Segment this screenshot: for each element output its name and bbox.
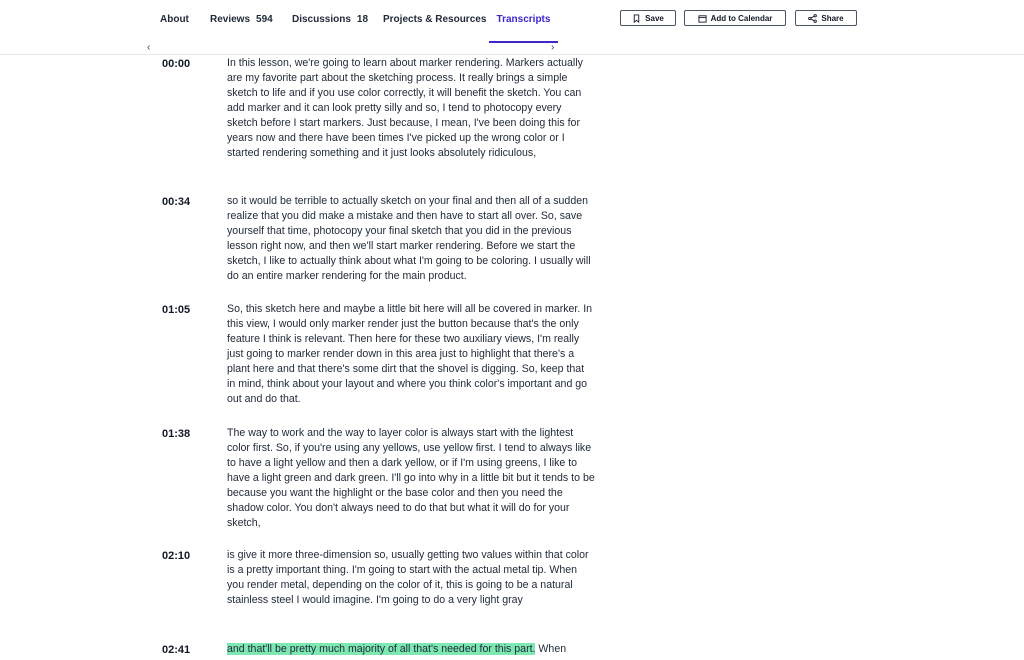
calendar-icon (698, 14, 707, 23)
tab-label: Discussions (292, 14, 351, 25)
timestamp[interactable]: 01:38 (162, 428, 191, 440)
bookmark-icon (632, 14, 641, 23)
transcript-text-rest: When (535, 643, 567, 655)
save-button[interactable] (620, 10, 676, 26)
tab-label: About (160, 14, 189, 25)
tab-label: Projects & Resources (383, 14, 487, 25)
timestamp[interactable]: 00:34 (162, 196, 191, 208)
course-tab-bar (0, 0, 1024, 55)
tab-label: Transcripts (496, 14, 551, 25)
share-label: Share (821, 13, 844, 23)
share-button[interactable] (795, 10, 857, 26)
transcript-text: is give it more three-dimension so, usually getting two values within that color is a pretty important thing. I'm going to start with the actual metal tip. When you render metal, depending on the color of it, this is going to be a natural stainless steel I would imagine. I'm going to do a very light gray (227, 549, 589, 606)
calendar-label: Add to Calendar (710, 13, 773, 23)
save-label: Save (645, 13, 664, 23)
transcript-text (227, 642, 595, 657)
tabs-scroll-right-icon[interactable]: › (551, 42, 555, 53)
share-icon (808, 14, 817, 23)
tabs-scroll-left-icon[interactable]: ‹ (147, 42, 151, 53)
tab-transcripts[interactable] (489, 0, 558, 43)
timestamp[interactable]: 02:41 (162, 644, 191, 656)
tab-count: 594 (256, 14, 273, 25)
transcript-text: So, this sketch here and maybe a little bit here will all be covered in marker. In this view, I would only marker render just the button because that's the only feature I think is relevant. Then here for these two auxiliary views, I'm really just going to marker render down in this area just to highlight that there's a plant here and that there's some dirt that the shovel is digging. So, keep that in mind, think about your layout and where you think color's important and go out and do that. (227, 303, 593, 405)
add-to-calendar-button[interactable] (684, 10, 786, 26)
tab-projects-resources[interactable] (383, 0, 486, 43)
timestamp[interactable]: 01:05 (162, 304, 191, 316)
tab-about[interactable] (160, 0, 189, 43)
timestamp[interactable]: 02:10 (162, 550, 191, 562)
transcript-text: so it would be terrible to actually sketch on your final and then all of a sudden realize that you did make a mistake and then have to start all over. So, save yourself that time, photocopy your final sketch that you did in the previous lesson right now, and then we'll start marker rendering. Before we start the sketch, I like to actually think about what I'm going to be coloring. I usually will do an entire marker rendering for the main product. (227, 195, 591, 282)
transcript-text: In this lesson, we're going to learn about marker rendering. Markers actually are my favorite part about the sketching process. It really brings a simple sketch to life and if you use color correctly, it will benefit the sketch. You can add marker and it can look pretty silly and so, I tend to photocopy every sketch before I start markers. Just because, I mean, I've been doing this for years now and there have been times I've picked up the wrong color or I started rendering something and it just looks absolutely ridiculous, (227, 57, 583, 159)
tab-discussions[interactable] (292, 0, 368, 43)
tab-label: Reviews (210, 14, 251, 25)
current-highlight: and that'll be pretty much majority of all that's needed for this part. (227, 643, 536, 655)
tab-reviews[interactable] (210, 0, 273, 43)
transcript-text: The way to work and the way to layer color is always start with the lightest color first. So, if you're using any yellows, use yellow first. I tend to always like to have a light yellow and then a dark yellow, or if I'm using greens, I like to have a light green and dark green. I'll go into why in a little bit but it tends to be because you want the highlight or the base color and then you need the shadow color. You don't always need to do that but what it will do for your sketch, (227, 427, 595, 529)
tab-count: 18 (356, 14, 369, 25)
timestamp[interactable]: 00:00 (162, 58, 191, 70)
